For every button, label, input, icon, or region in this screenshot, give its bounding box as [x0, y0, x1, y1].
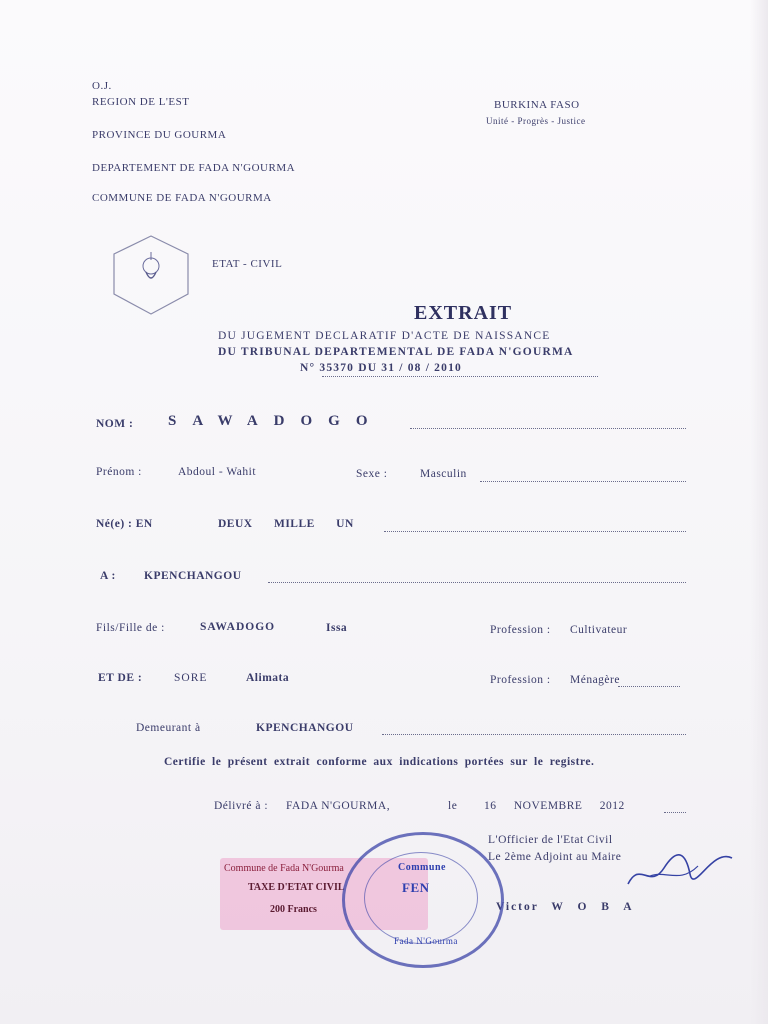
ne-value: DEUX MILLE UN [218, 518, 354, 530]
coat-of-arms-icon [108, 232, 194, 318]
demeurant-value: KPENCHANGOU [256, 722, 354, 734]
header-country: BURKINA FASO [494, 99, 580, 111]
et-de-label: ET DE : [98, 672, 143, 684]
profession-1-label: Profession : [490, 624, 551, 636]
fils-label: Fils/Fille de : [96, 622, 165, 634]
profession-2-label: Profession : [490, 674, 551, 686]
sexe-value: Masculin [420, 468, 467, 480]
demeurant-dots [382, 734, 686, 735]
header-departement: DEPARTEMENT DE FADA N'GOURMA [92, 162, 296, 174]
profession-2-dots [618, 686, 680, 687]
fils-value: SAWADOGO [200, 621, 276, 633]
prenom-value: Abdoul - Wahit [178, 466, 257, 478]
delivered-le: le [448, 800, 458, 812]
seal-bottom-text: Fada N'Gourma [394, 936, 458, 946]
prenom-label: Prénom : [96, 466, 142, 478]
header-oj: O.J. [92, 80, 112, 92]
officer-line-2: Le 2ème Adjoint au Maire [488, 851, 622, 863]
profession-1-value: Cultivateur [570, 624, 628, 636]
a-label: A : [100, 570, 116, 582]
header-region: REGION DE L'EST [92, 96, 190, 108]
etat-civil-label: ETAT - CIVIL [212, 258, 283, 270]
a-value: KPENCHANGOU [144, 570, 242, 582]
demeurant-label: Demeurant à [136, 722, 201, 734]
header-motto: Unité - Progrès - Justice [486, 116, 586, 126]
number-underline [322, 376, 598, 377]
signature-icon [620, 840, 740, 900]
ne-label: Né(e) : EN [96, 518, 153, 530]
certify-text: Certifie le présent extrait conforme aux indications portées sur le registre. [164, 756, 595, 768]
ne-dots [384, 531, 686, 532]
delivered-date: 16 NOVEMBRE 2012 [484, 800, 625, 812]
seal-mid-text: FEN [402, 880, 430, 895]
delivered-label: Délivré à : [214, 800, 269, 812]
a-dots [268, 582, 686, 583]
fils-value-2: Issa [326, 622, 348, 634]
officer-line-1: L'Officier de l'Etat Civil [488, 834, 613, 846]
tax-stamp-line-2: TAXE D'ETAT CIVIL [248, 882, 345, 893]
tax-stamp-line-3: 200 Francs [270, 904, 317, 915]
page-edge [750, 0, 768, 1024]
tax-stamp-line-1: Commune de Fada N'Gourma [224, 863, 344, 874]
title-number-line: N° 35370 DU 31 / 08 / 2010 [300, 362, 462, 374]
header-province: PROVINCE DU GOURMA [92, 129, 227, 141]
sexe-dots [480, 481, 686, 482]
nom-dots [410, 428, 686, 429]
sexe-label: Sexe : [356, 468, 388, 480]
title-line-2: DU TRIBUNAL DEPARTEMENTAL DE FADA N'GOURMA [218, 346, 574, 358]
nom-label: NOM : [96, 418, 134, 430]
profession-2-value: Ménagère [570, 674, 620, 686]
nom-value: SAWADOGO [168, 413, 384, 429]
et-de-value-2: Alimata [246, 672, 290, 684]
header-commune: COMMUNE DE FADA N'GOURMA [92, 192, 272, 204]
officer-name: Victor W O B A [496, 901, 634, 913]
et-de-value: SORE [174, 672, 208, 684]
delivered-place: FADA N'GOURMA, [286, 800, 391, 812]
seal-top-text: Commune [398, 862, 446, 873]
document-title: EXTRAIT [414, 302, 513, 324]
date-dots [664, 812, 686, 813]
title-line-1: DU JUGEMENT DECLARATIF D'ACTE DE NAISSANCE [218, 330, 551, 342]
